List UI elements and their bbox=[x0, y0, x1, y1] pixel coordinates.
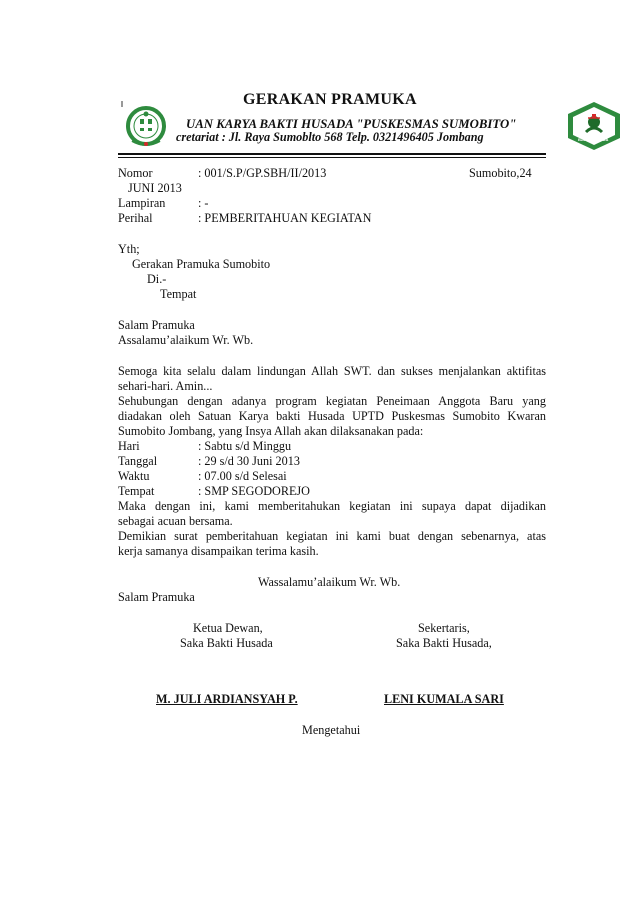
paragraph-4-line-2: kerja samanya disampaikan terima kasih. bbox=[118, 544, 319, 558]
nomor-value: : 001/S.P/GP.SBH/II/2013 bbox=[198, 166, 327, 180]
greeting-assalamu: Assalamu’alaikum Wr. Wb. bbox=[118, 333, 254, 347]
paragraph-2-line-3: Sumobito Jombang, yang Insya Allah akan dilaksanakan pada: bbox=[118, 424, 424, 438]
recipient-tempat: Tempat bbox=[160, 287, 197, 301]
badge-text: BAKTI HUSADA bbox=[578, 137, 609, 142]
left-signer-name: M. JULI ARDIANSYAH P. bbox=[156, 692, 298, 706]
detail-value-tanggal: : 29 s/d 30 Juni 2013 bbox=[198, 454, 300, 468]
date-continued: JUNI 2013 bbox=[128, 181, 182, 195]
paragraph-1-line-1: Semoga kita selalu dalam lindungan Allah SWT. dan sukses menjalankan aktifitas bbox=[118, 364, 546, 378]
letterhead-title: GERAKAN PRAMUKA bbox=[243, 91, 417, 108]
left-signer-org: Saka Bakti Husada bbox=[180, 636, 273, 650]
bakti-husada-right-logo bbox=[564, 100, 624, 152]
detail-label-tempat: Tempat bbox=[118, 484, 155, 498]
header-rule-thick bbox=[118, 153, 546, 155]
paragraph-2-line-2: diadakan oleh Satuan Karya bakti Husada UPTD Puskesmas Sumobito Kwaran bbox=[118, 409, 546, 423]
right-signer-role: Sekertaris, bbox=[418, 621, 470, 635]
detail-label-waktu: Waktu bbox=[118, 469, 150, 483]
perihal-label: Perihal bbox=[118, 211, 153, 225]
paragraph-2-line-1: Sehubungan dengan adanya program kegiatan Peneimaan Anggota Baru yang bbox=[118, 394, 546, 408]
paragraph-3-line-2: sebagai acuan bersama. bbox=[118, 514, 233, 528]
nomor-label: Nomor bbox=[118, 166, 153, 180]
right-signer-org: Saka Bakti Husada, bbox=[396, 636, 492, 650]
lampiran-value: : - bbox=[198, 196, 209, 210]
recipient-di: Di.- bbox=[147, 272, 167, 286]
place-date: Sumobito,24 bbox=[469, 166, 532, 180]
recipient-name: Gerakan Pramuka Sumobito bbox=[132, 257, 271, 271]
paragraph-3-line-1: Maka dengan ini, kami memberitahukan kegiatan ini supaya dapat dijadikan bbox=[118, 499, 546, 513]
right-signer-name: LENI KUMALA SARI bbox=[384, 692, 504, 706]
detail-value-tempat: : SMP SEGODOREJO bbox=[198, 484, 310, 498]
detail-value-hari: : Sabtu s/d Minggu bbox=[198, 439, 292, 453]
header-rule-thin bbox=[118, 157, 546, 158]
detail-label-tanggal: Tanggal bbox=[118, 454, 158, 468]
paragraph-1-line-2: sehari-hari. Amin... bbox=[118, 379, 213, 393]
greeting-salam: Salam Pramuka bbox=[118, 318, 195, 332]
closing-wassalam: Wassalamu’alaikum Wr. Wb. bbox=[258, 575, 401, 589]
bakti-husada-emblem-icon bbox=[118, 99, 174, 151]
perihal-value: : PEMBERITAHUAN KEGIATAN bbox=[198, 211, 372, 225]
mengetahui: Mengetahui bbox=[302, 723, 361, 737]
letterhead-address: cretariat : Jl. Raya Sumoblto 568 Telp. 0321496405 Jombang bbox=[176, 130, 484, 144]
bakti-husada-left-logo bbox=[118, 99, 174, 151]
yth: Yth; bbox=[118, 242, 140, 256]
paragraph-4-line-1: Demikian surat pemberitahuan kegiatan ini kami buat dengan sebenarnya, atas bbox=[118, 529, 546, 543]
letterhead-organization: UAN KARYA BAKTI HUSADA "PUSKESMAS SUMOBITO" bbox=[186, 117, 517, 131]
left-signer-role: Ketua Dewan, bbox=[193, 621, 263, 635]
saka-bakti-husada-badge-icon bbox=[564, 100, 624, 152]
lampiran-label: Lampiran bbox=[118, 196, 166, 210]
closing-salam: Salam Pramuka bbox=[118, 590, 195, 604]
detail-label-hari: Hari bbox=[118, 439, 140, 453]
detail-value-waktu: : 07.00 s/d Selesai bbox=[198, 469, 287, 483]
